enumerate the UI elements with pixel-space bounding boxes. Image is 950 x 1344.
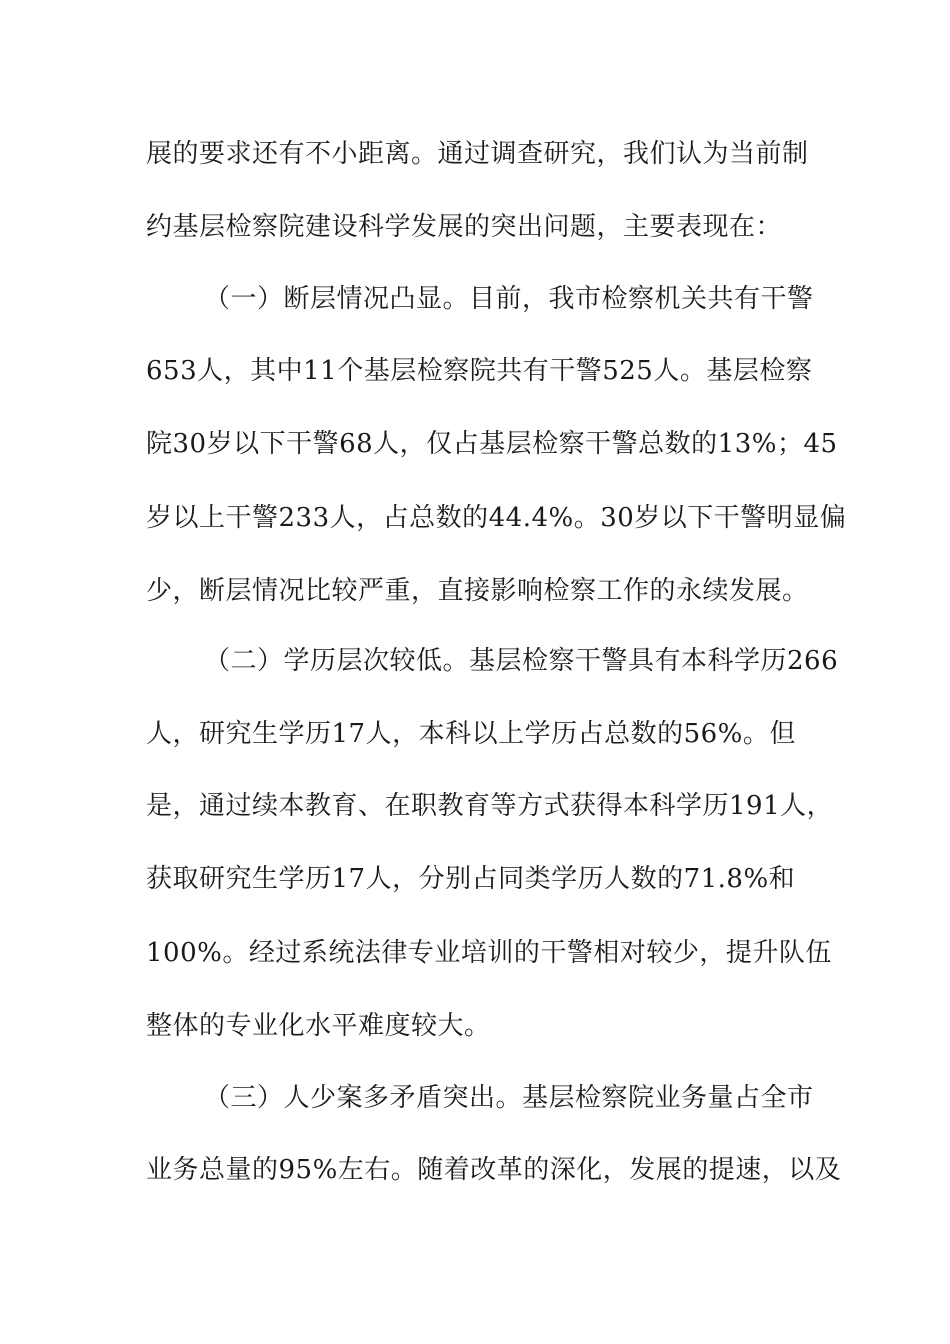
section-2-heading-line: （二）学历层次较低。基层检察干警具有本科学历266 [204,646,839,676]
text-line-12: 100%。经过系统法律专业培训的干警相对较少，提升队伍 [146,938,832,968]
text-line-10: 是，通过续本教育、在职教育等方式获得本科学历191人， [146,791,834,821]
text-line-6: 岁以上干警233人，占总数的44.4%。30岁以下干警明显偏 [146,503,847,533]
text-line-1: 展的要求还有不小距离。通过调查研究，我们认为当前制 [146,139,809,169]
text-line-5: 院30岁以下干警68人，仅占基层检察干警总数的13%；45 [146,429,838,459]
text-line-9: 人，研究生学历17人，本科以上学历占总数的56%。但 [146,719,796,749]
text-line-15: 业务总量的95%左右。随着改革的深化，发展的提速，以及 [146,1155,842,1185]
text-line-2: 约基层检察院建设科学发展的突出问题，主要表现在： [146,212,783,242]
text-line-11: 获取研究生学历17人，分别占同类学历人数的71.8%和 [146,864,796,894]
section-3-heading-line: （三）人少案多矛盾突出。基层检察院业务量占全市 [204,1083,814,1113]
text-line-4: 653人，其中11个基层检察院共有干警525人。基层检察 [146,356,813,386]
text-line-7: 少，断层情况比较严重，直接影响检察工作的永续发展。 [146,576,809,606]
section-1-heading-line: （一）断层情况凸显。目前，我市检察机关共有干警 [204,284,814,314]
text-line-13: 整体的专业化水平难度较大。 [146,1011,491,1041]
